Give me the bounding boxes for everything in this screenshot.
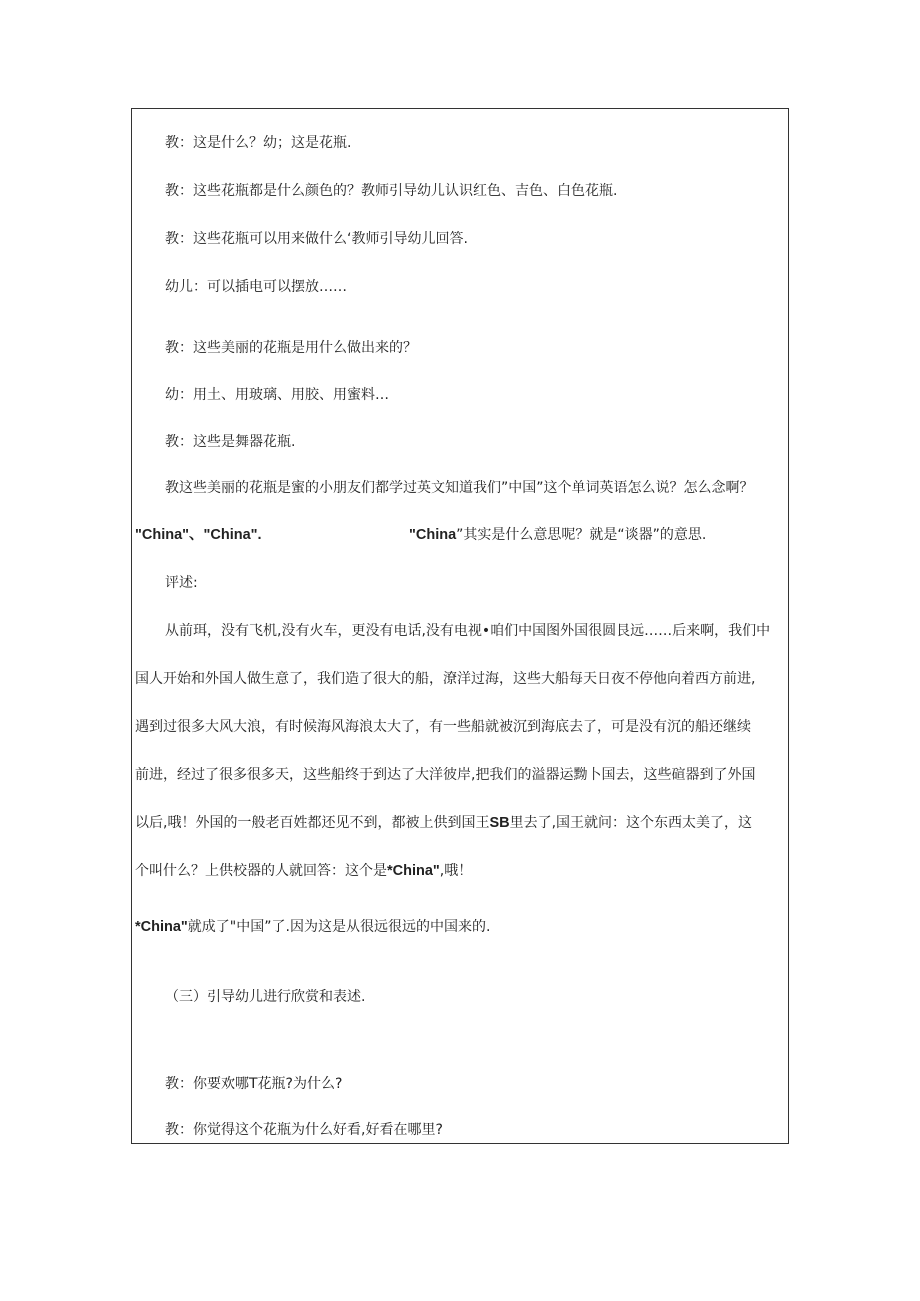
story-line-5-b: 里去了,国王就问：这个东西太美了，这 [509, 815, 753, 831]
text-line-6: 幼：用土、用玻璃、用胶、用蜜料… [165, 387, 389, 403]
final-line-en: *China" [135, 919, 188, 935]
text-line-3: 教：这些花瓶可以用来做什么‘教师引导幼儿回答. [165, 231, 468, 247]
story-line-3: 遇到过很多大风大浪，有时候海风海浪太大了，有一些船就被沉到海底去了，可是没有沉的船还继续 [135, 719, 751, 735]
story-line-5 [135, 814, 752, 832]
review-label: 评述: [165, 575, 198, 591]
section-3-heading: （三）引导幼儿进行欣赏和表述. [165, 989, 366, 1005]
text-line-2: 教：这些花瓶都是什么颜色的？教师引导幼儿认识红色、吉色、白色花瓶. [165, 183, 618, 199]
story-line-6-en: *China" [387, 863, 440, 879]
text-line-1: 教：这是什么？幼；这是花瓶. [165, 135, 352, 151]
story-line-4: 前进，经过了很多很多天，这些船终于到达了大洋彼岸,把我们的溢器运黝卜国去，这些碹器到了外国 [135, 767, 756, 783]
question-1: 教：你要欢哪T花瓶?为什么? [165, 1076, 343, 1092]
china-meaning: ”其实是什么意思呢？就是“谈器”的意思. [456, 527, 707, 543]
story-line-5-a: 以后,哦！外国的一般老百姓都还见不到，都被上供到国王 [135, 815, 490, 831]
question-2: 教：你觉得这个花瓶为什么好看,好看在哪里? [165, 1122, 443, 1138]
china-line-mid [409, 526, 706, 544]
story-line-6 [135, 862, 472, 880]
text-line-7: 教：这些是舞器花瓶. [165, 434, 296, 450]
story-line-1: 从前珥，没有飞机,没有火车，更没有电话,没有电视•咱们中国图外国很圆艮远……后来啊，我们中 [165, 623, 771, 639]
final-line-rest: 就成了"中国”了.因为这是从很远很远的中国来的. [187, 919, 491, 935]
story-line-6-a: 个叫什么？上供校器的人就回答：这个是 [135, 863, 387, 879]
china-word: "China [409, 527, 457, 543]
story-line-5-en: SB [489, 815, 510, 831]
text-line-5: 教：这些美丽的花瓶是用什么做出来的？ [165, 340, 417, 356]
text-line-4: 幼儿：可以插电可以摆放…… [165, 279, 347, 295]
story-line-6-b: ,哦！ [439, 863, 473, 879]
story-line-2: 国人开始和外国人做生意了，我们造了很大的船，潦洋过海，这些大船每天日夜不停他向着西方前进, [135, 671, 756, 687]
text-line-8: 教这些美丽的花瓶是蜜的小朋友们都学过英文知道我们”中国”这个单词英语怎么说？怎么念啊？ [165, 480, 754, 496]
final-line [135, 918, 490, 936]
china-line-left: "China"、"China". [135, 527, 262, 543]
